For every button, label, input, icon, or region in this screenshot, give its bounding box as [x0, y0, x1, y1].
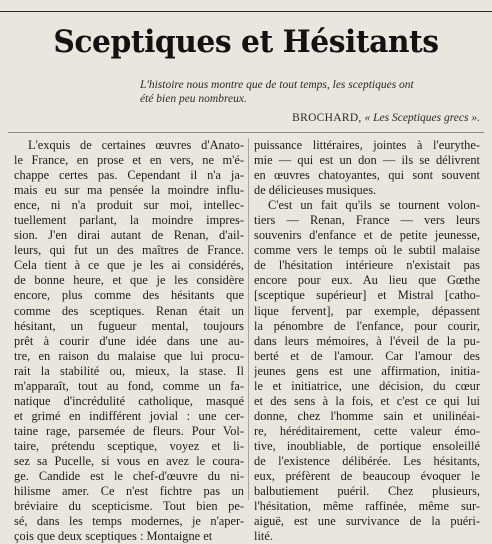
attribution-author: BROCHARD, [292, 112, 362, 124]
text-line: ence, ni n'a produit sur moi, intellec- [14, 198, 244, 213]
text-line: le et initiatrice, une décision, du cœur [254, 378, 480, 393]
text-line: souvenirs d'enfance et de petite jeunesse, [254, 228, 480, 243]
right-column [254, 138, 480, 544]
column-separator [248, 138, 249, 500]
text-line: taine rage, parsemée de fleurs. Pour Vol- [14, 423, 244, 438]
text-line: prêt à courir d'une idée dans une au- [14, 333, 244, 348]
text-line: eux, préfèrent de beaucoup évoquer le [254, 469, 480, 484]
text-line: et des sens à la fois, et c'est ce qui lui [254, 393, 480, 408]
text-line: comme des sceptiques. Renan était un [14, 303, 244, 318]
text-line: l'hésitation, même raffinée, même sur- [254, 499, 480, 514]
text-line: tuellement parlant, la moindre impres- [14, 213, 244, 228]
text-line: Cela tient à ce que je les ai considérés, [14, 258, 244, 273]
text-line: tive, inoubliable, de portique ensoleillé [254, 438, 480, 453]
text-line: re, héréditairement, cette valeur émo- [254, 423, 480, 438]
text-line: hésitant, un fugueur mental, toujours [14, 318, 244, 333]
text-line: de l'existence délibérée. Les hésitants, [254, 453, 480, 468]
epigraph-line: L'histoire nous montre que de tout temps, les sceptiques ont [140, 79, 414, 91]
text-line: tre, en raison du malaise que lui procu- [14, 348, 244, 363]
epigraph-line: été bien peu nombreux. [140, 93, 247, 105]
article-title: Sceptiques et Hésitants [53, 24, 439, 60]
text-line: sé, dans les temps modernes, je n'aper- [14, 514, 244, 529]
text-line: mais eu sur ma pensée la moindre influ- [14, 183, 244, 198]
text-line: comme vers le temps où le subtil malaise [254, 243, 480, 258]
epigraph [140, 78, 480, 106]
text-line: lité. [254, 529, 273, 544]
text-line: leurs, qui fut un des maîtres de France. [14, 243, 244, 258]
text-line: taire, prétendu sceptique, voyez et li- [14, 438, 244, 453]
text-line: balbutiement puéril. Chez plusieurs, [254, 484, 480, 499]
epigraph-attribution [292, 112, 480, 124]
text-line: puissance littéraires, jointes à l'eurythe- [254, 138, 480, 152]
text-line: çois que deux sceptiques : Montaigne et [14, 529, 213, 544]
text-line: de bonne heure, et que je les considère [14, 273, 244, 288]
text-line: mie — qui est un don — ils se délivrent [254, 153, 480, 168]
text-line: donne, chez l'homme sain et unilinéai- [254, 408, 480, 423]
top-rule [0, 11, 492, 12]
text-line: le France, en prose et en vers, ne m'é- [14, 153, 244, 168]
text-line: de l'hésitation intérieure n'existait pas [254, 258, 480, 273]
text-line: berté et de l'amour. Car l'amour des [254, 348, 480, 363]
text-line: de délicieuses musiques. [254, 183, 377, 198]
text-line: jeunes gens est une affirmation, initia- [254, 363, 480, 378]
text-line: ge. Candide est le chef-d'œuvre du ni- [14, 469, 244, 484]
text-line: tiers — Renan, France — vers leurs [254, 213, 480, 228]
text-line: m'apparaît, tout au fond, comme un fa- [14, 378, 244, 393]
left-column [14, 138, 244, 544]
header-rule [8, 132, 484, 133]
text-line: et grimé en indifférent jovial : une cer- [14, 408, 244, 423]
text-line: la pénombre de l'enfance, pour courir, [254, 318, 480, 333]
text-line: [sceptique supérieur] et Mistral [catho- [254, 288, 480, 303]
text-line: encore pour eux. Au lieu que Gœthe [254, 273, 480, 288]
attribution-work: « Les Sceptiques grecs ». [364, 112, 480, 124]
text-line: sion. J'en dirai autant de Renan, d'ail- [14, 228, 244, 243]
text-line: dans leurs mémoires, à l'éveil de la pu- [254, 333, 480, 348]
text-line: lique fervent], par exemple, dépassent [254, 303, 480, 318]
text-line: L'exquis de certaines œuvres d'Anato- [28, 138, 244, 152]
text-line: aiguë, est une survivance de la puéri- [254, 514, 480, 529]
text-line: rait la stabilité ou, mieux, la stase. Il [14, 363, 244, 378]
text-line: C'est un fait qu'ils se tournent volon- [268, 198, 480, 213]
text-line: bréviaire du scepticisme. Tout bien pe- [14, 499, 244, 514]
text-line: en œuvres chatoyantes, qui sont souvent [254, 168, 480, 183]
text-line: chappe certes pas. Cependant il n'a ja- [14, 168, 244, 183]
text-line: encore, plus comme des hésitants que [14, 288, 244, 303]
text-line: natique d'incrédulité catholique, masqué [14, 393, 244, 408]
text-line: sez sa Pucelle, si vous en avez le coura- [14, 453, 244, 468]
text-line: hilisme amer. Ce n'est fichtre pas un [14, 484, 244, 499]
